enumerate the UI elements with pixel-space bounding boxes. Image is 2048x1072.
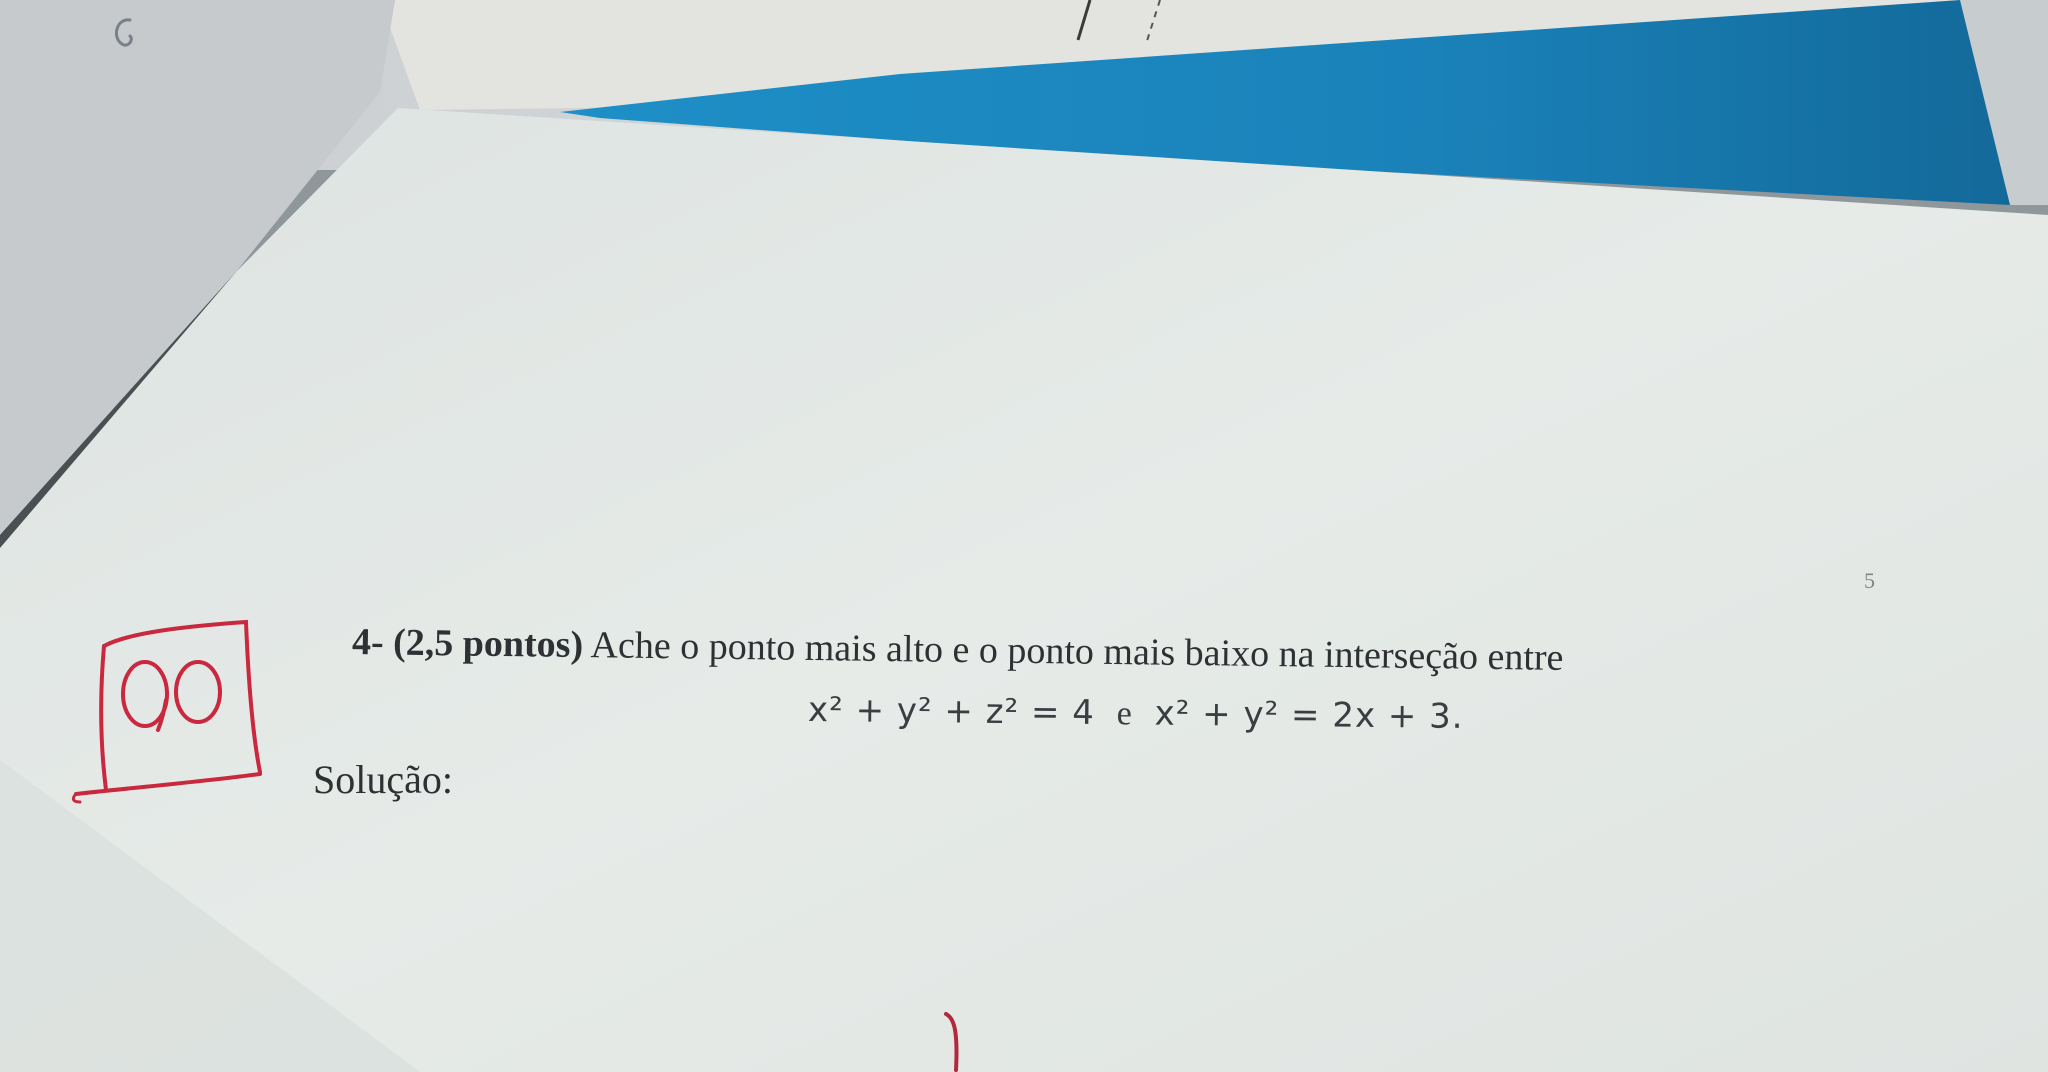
red-pen-stroke-icon [940,1010,970,1072]
solution-label: Solução: [313,757,453,802]
question-statement [352,620,1564,680]
equation-sphere: x² + y² + z² = 4 [807,690,1096,734]
equation-conjunction: e [1116,695,1133,733]
page-number: 5 [1864,568,1875,593]
question-prompt: Ache o ponto mais alto e o ponto mais baixo na interseção entre [590,624,1564,679]
question-points: (2,5 pontos) [392,621,584,667]
equation [808,690,1464,737]
question-number: 4- [351,621,384,664]
equation-cylinder: x² + y² = 2x + 3. [1154,693,1464,737]
grade-score-stamp [70,612,270,822]
